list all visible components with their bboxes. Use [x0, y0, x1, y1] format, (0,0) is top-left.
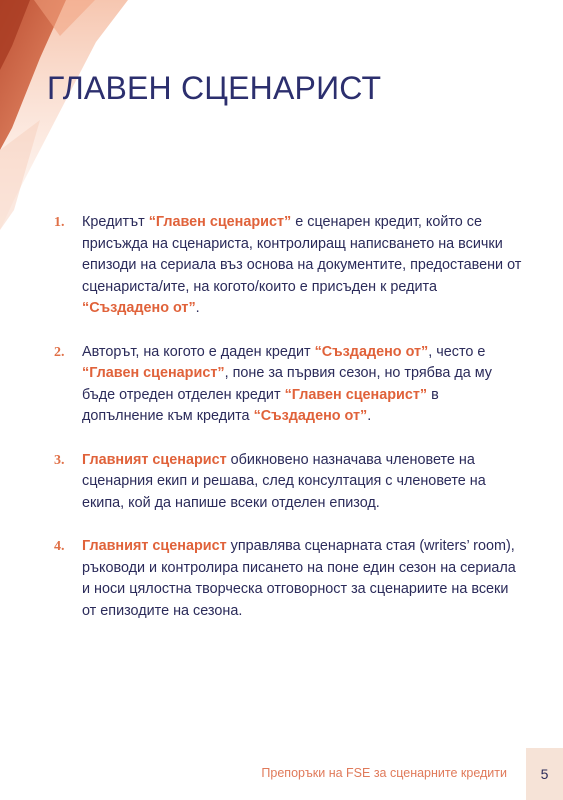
item-number: 2.	[54, 344, 65, 360]
list-item	[54, 450, 524, 515]
item-text: Кредитът “Главен сценарист” е сценарен кредит, който се присъжда на сценариста, контролиращ написването на всички епизоди на сериала въз основа на документите, предоставени от сценариста/ите, на когото/които е присъден к редита “Създадено от”.	[82, 214, 522, 316]
credit-rules-list	[54, 212, 524, 622]
item-number: 1.	[54, 215, 65, 230]
item-text: Главният сценарист управлява сценарната стая (writers’ room), ръководи и контролира писането на поне един сезон на сериала и носи цялостна творческа отговорност за сценариите на всеки от епизодите на сезона.	[82, 538, 516, 619]
list-item	[54, 342, 524, 428]
item-number: 3.	[54, 452, 65, 468]
list-item	[54, 212, 524, 320]
item-text: Главният сценарист обикновено назначава членовете на сценарния екип и решава, след консултация с членовете на екипа, кой да напише всеки отделен епизод.	[82, 451, 486, 511]
footer-text: Препоръки на FSE за сценарните кредити	[261, 766, 507, 780]
page-number: 5	[540, 766, 549, 782]
item-text: Авторът, на когото е даден кредит “Създадено от”, често е “Главен сценарист”, поне за първия сезон, но трябва да му бъде отреден отделен кредит “Главен сценарист” в допълнение към кредита “Създадено от”.	[82, 343, 492, 424]
corner-decoration	[0, 0, 135, 230]
page-number-box	[526, 748, 563, 800]
item-number: 4.	[54, 539, 65, 554]
page-title: ГЛАВЕН СЦЕНАРИСТ	[47, 70, 382, 106]
list-item	[54, 536, 524, 622]
